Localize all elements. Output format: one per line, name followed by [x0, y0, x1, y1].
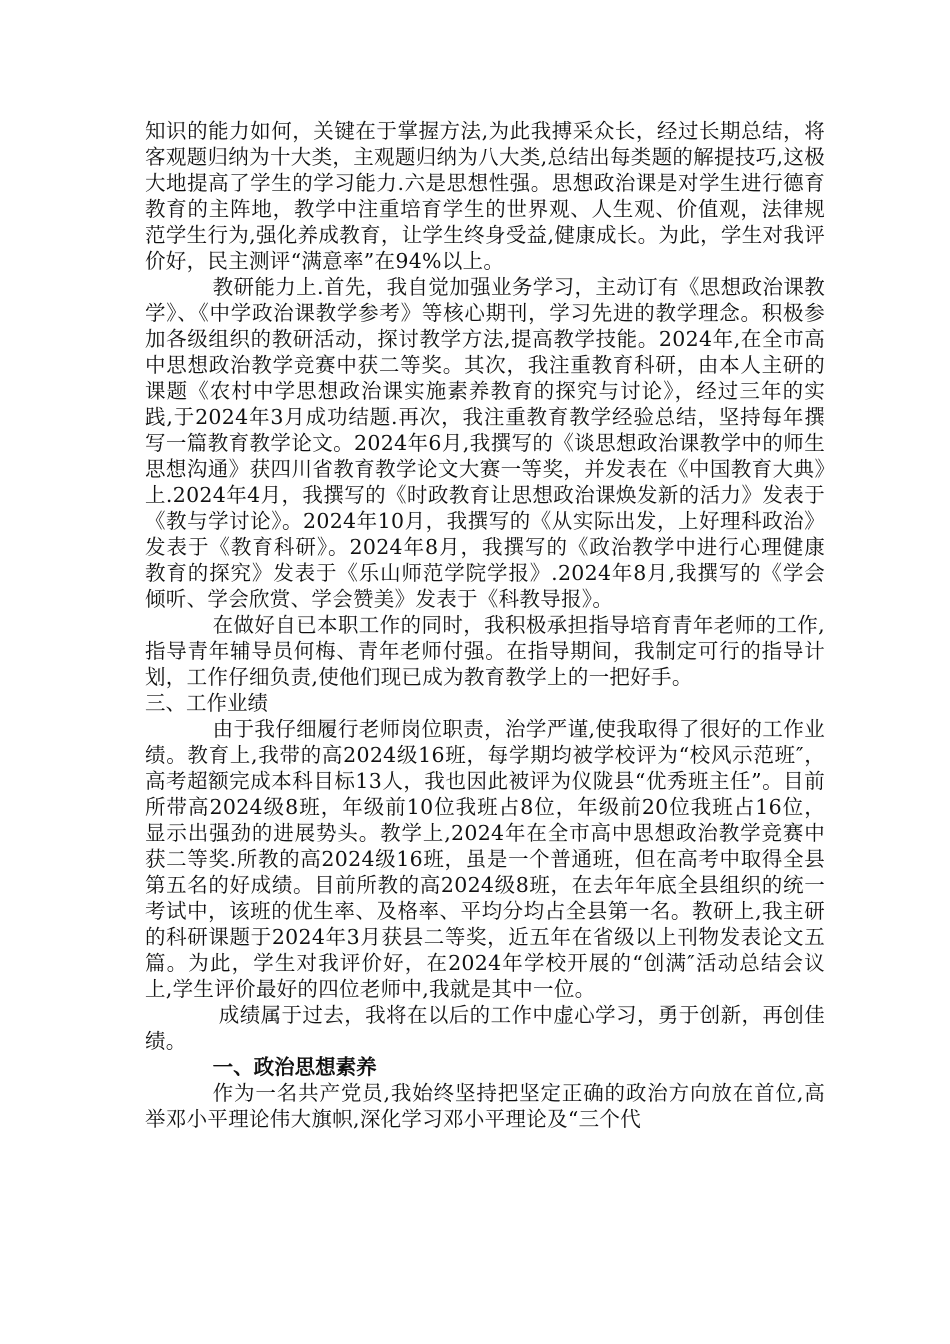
section-heading-work-performance: 三、工作业绩 [145, 691, 268, 715]
paragraph-conclusion: 成绩属于过去，我将在以后的工作中虚心学习，勇于创新，再创佳绩。 [145, 1003, 825, 1053]
paragraph-research-ability: 教研能力上.首先，我自觉加强业务学习，主动订有《思想政治课教学》、《中学政治课教学参考》等核心期刊，学习先进的教学理念。积极参加各级组织的教研活动，探讨教学方法,提高教学技能。2024年,在全市高中思想政治教学竞赛中获二等奖。其次，我注重教育科研，由本人主研的课题《农村中学思想政治课实施素养教育的探究与讨论》，经过三年的实践,于2024年3月成功结题.再次，我注重教育教学经验总结，坚持每年撰写一篇教育教学论文。2024年6月,我撰写的《谈思想政治课教学中的师生思想沟通》获四川省教育教学论文大赛一等奖，并发表在《中国教育大典》上.2024年4月，我撰写的《时政教育让思想政治课焕发新的活力》发表于《教与学讨论》。2024年10月，我撰写的《从实际出发，上好理科政治》发表于《教育科研》。2024年8月，我撰写的《政治教学中进行心理健康教育的探究》发表于《乐山师范学院学报》.2024年8月,我撰写的《学会倾听、学会欣赏、学会赞美》发表于《科教导报》。 [145, 275, 825, 611]
paragraph-achievements: 由于我仔细履行老师岗位职责，治学严谨,使我取得了很好的工作业绩。教育上,我带的高2024级16班，每学期均被学校评为“校风示范班″，高考超额完成本科目标13人，我也因此被评为仪陇县“优秀班主任”。目前所带高2024级8班，年级前10位我班占8位，年级前20位我班占16位，显示出强劲的进展势头。教学上,2024年在全市高中思想政治教学竞赛中获二等奖.所教的高2024级16班，虽是一个普通班，但在高考中取得全县第五名的好成绩。目前所教的高2024级8班，在去年年底全县组织的统一考试中，该班的优生率、及格率、平均分均占全县第一名。教研上,我主研的科研课题于2024年3月获县二等奖，近五年在省级以上刊物发表论文五篇。为此，学生对我评价好，在2024年学校开展的“创满″活动总结会议上,学生评价最好的四位老师中,我就是其中一位。 [145, 717, 825, 1001]
paragraph-party-member: 作为一名共产党员,我始终坚持把坚定正确的政治方向放在首位,高举邓小平理论伟大旗帜,深化学习邓小平理论及“三个代 [145, 1081, 825, 1131]
paragraph-mentoring: 在做好自已本职工作的同时，我积极承担指导培育青年老师的工作,指导青年辅导员何梅、青年老师付强。在指导期间，我制定可行的指导计划，工作仔细负责,使他们现已成为教育教学上的一把好手。 [145, 613, 825, 689]
section-heading-political-quality: 一、政治思想素养 [212, 1055, 377, 1079]
paragraph-teaching-method: 知识的能力如何，关键在于掌握方法,为此我搏采众长，经过长期总结，将客观题归纳为十大类，主观题归纳为八大类,总结出每类题的解提技巧,这极大地提高了学生的学习能力.六是思想性强。思想政治课是对学生进行德育教育的主阵地，教学中注重培育学生的世界观、人生观、价值观，法律规范学生行为,强化养成教育，让学生终身受益,健康成长。为此，学生对我评价好，民主测评“满意率”在94%以上。 [145, 119, 825, 273]
document-page [145, 118, 825, 1132]
